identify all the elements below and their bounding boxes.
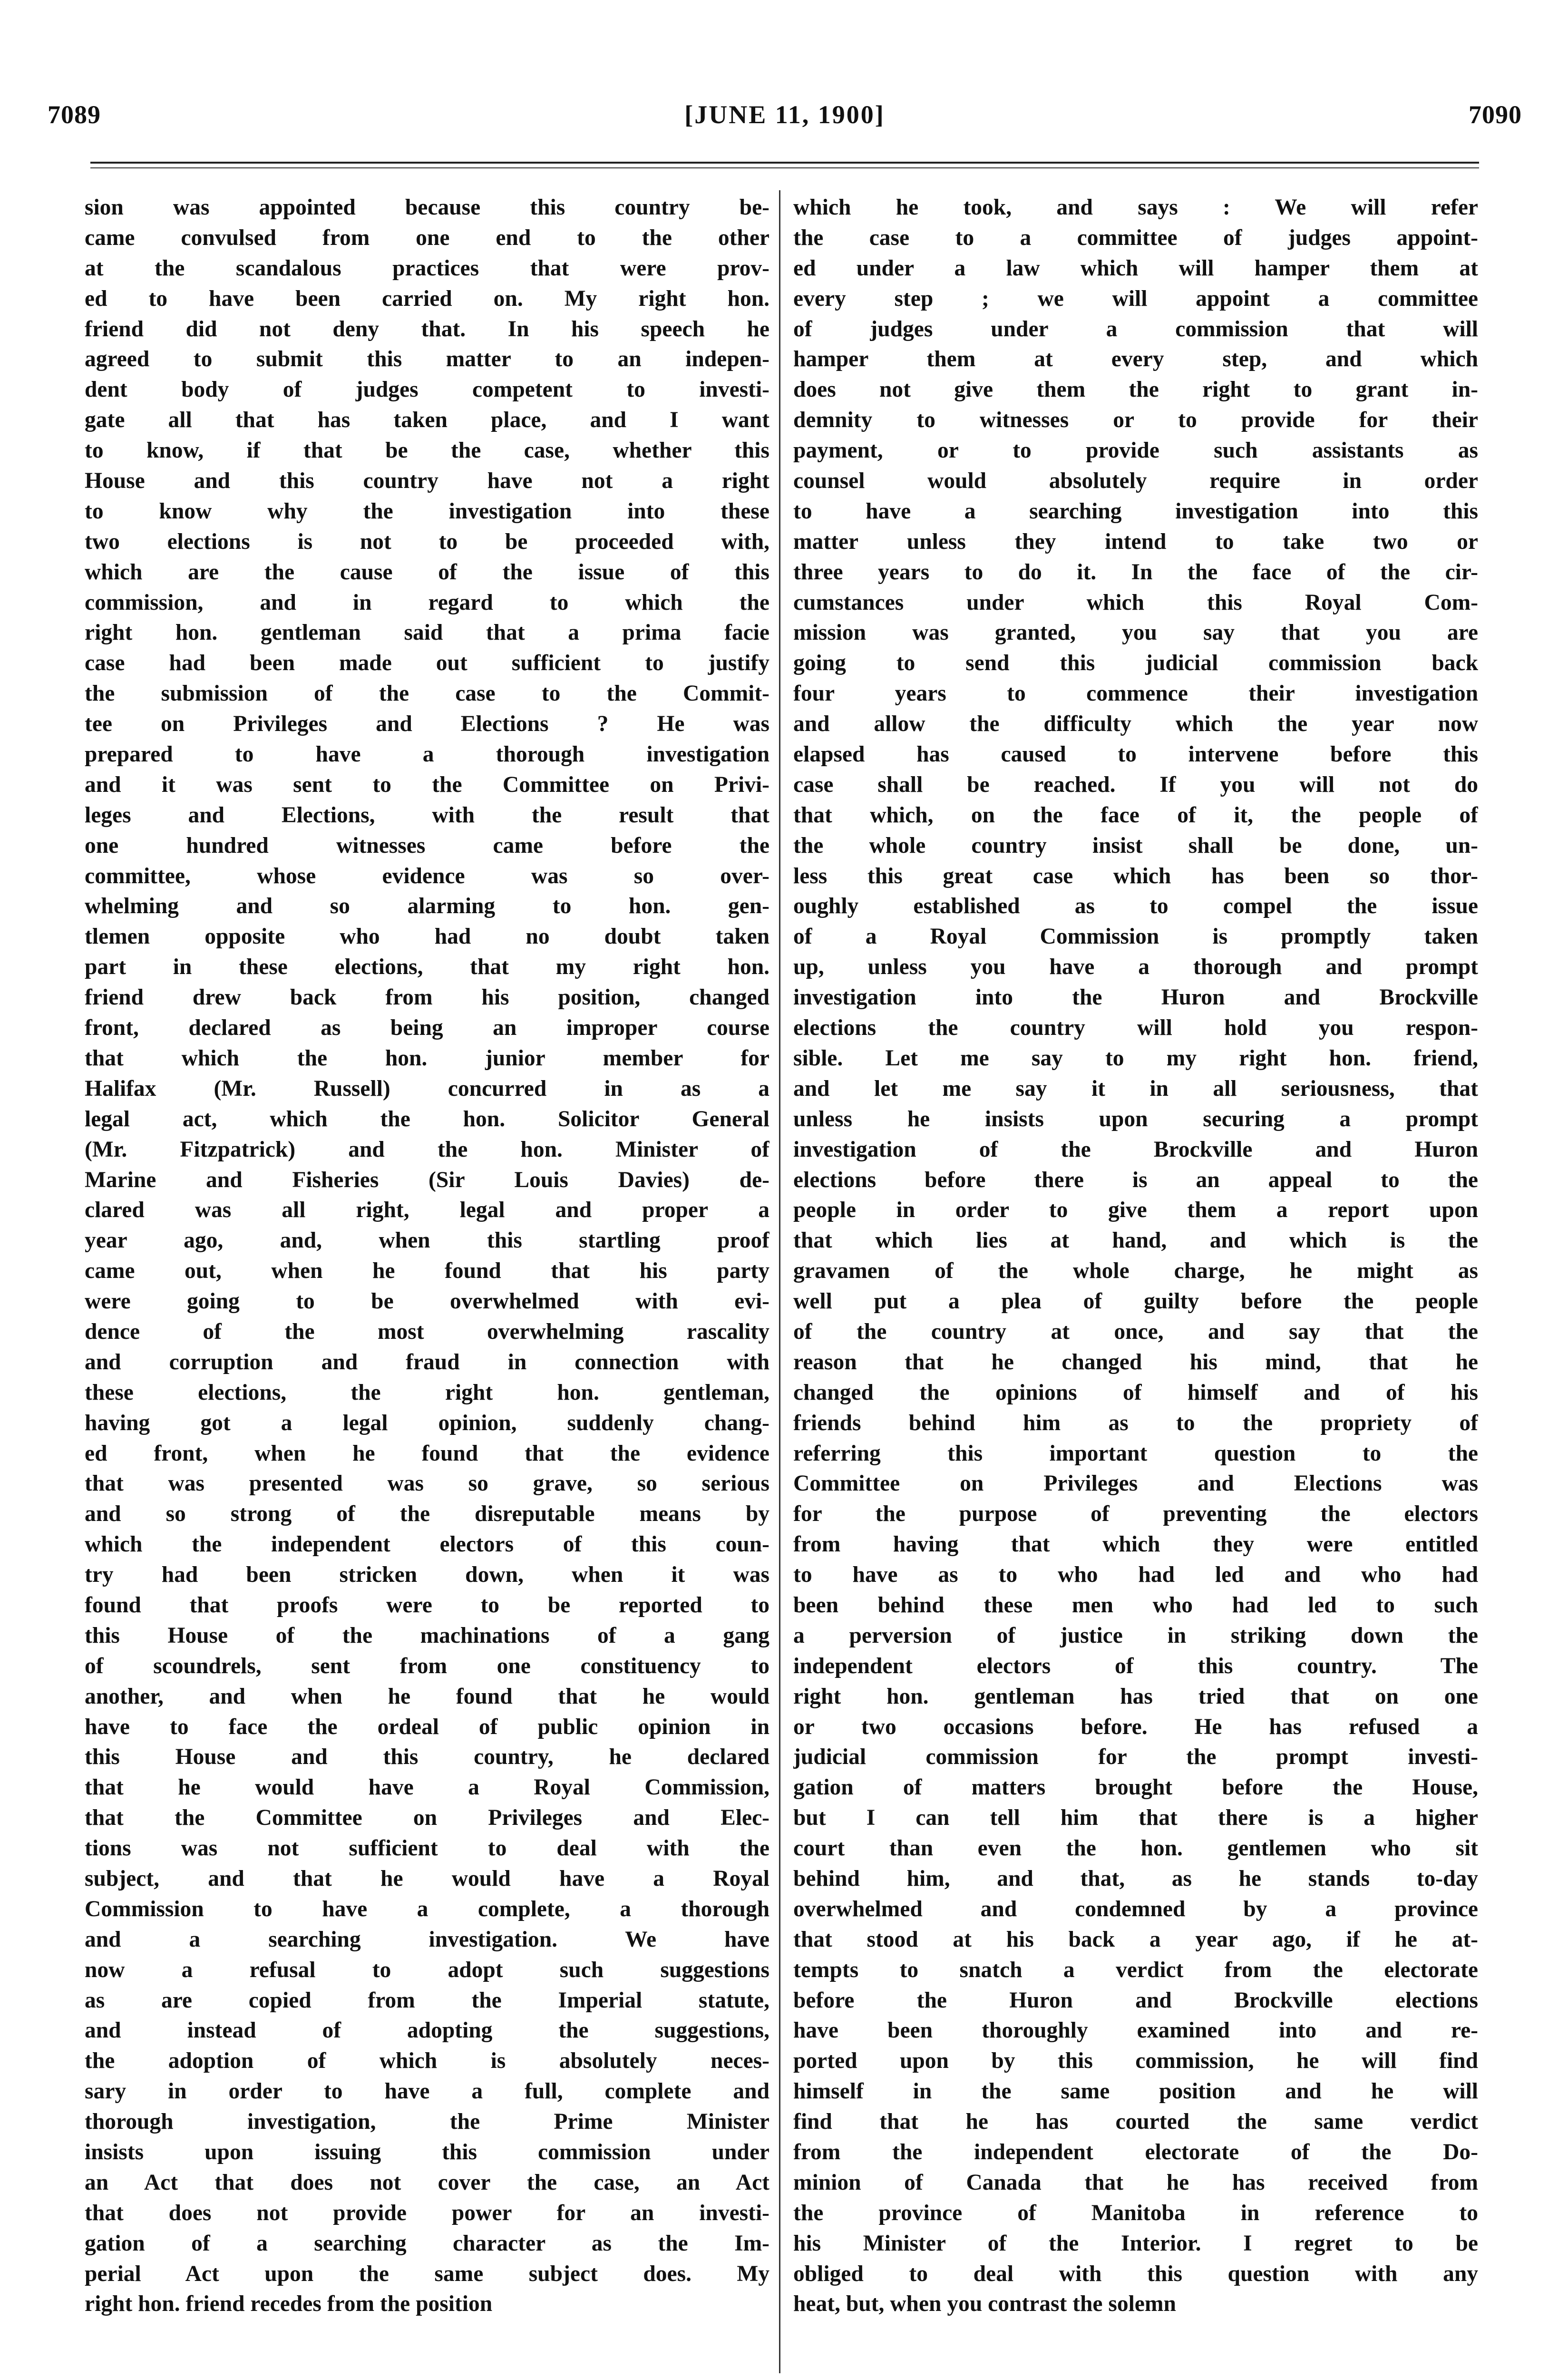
text-line: legal act, which the hon. Solicitor General	[85, 1106, 769, 1131]
text-line: that which, on the face of it, the people of	[793, 802, 1478, 828]
text-line: as are copied from the Imperial statute,	[85, 1988, 769, 2013]
text-line: Marine and Fisheries (Sir Louis Davies) de-	[85, 1167, 769, 1192]
text-line: up, unless you have a thorough and prompt	[793, 955, 1478, 980]
text-line: House and this country have not a right	[85, 468, 769, 494]
text-line: investigation into the Huron and Brockville	[793, 985, 1478, 1010]
text-line: clared was all right, legal and proper a	[85, 1198, 769, 1223]
text-line: three years to do it. In the face of the cir-	[793, 559, 1478, 585]
text-line: referring this important question to the	[793, 1441, 1478, 1466]
text-line: case shall be reached. If you will not do	[793, 772, 1478, 797]
text-line: this House and this country, he declared	[85, 1745, 769, 1770]
text-line: prepared to have a thorough investigation	[85, 742, 769, 767]
text-line: tee on Privileges and Elections ? He was	[85, 711, 769, 737]
text-line: dence of the most overwhelming rascality	[85, 1319, 769, 1344]
text-line: right hon. gentleman has tried that on one	[793, 1684, 1478, 1709]
text-line: the province of Manitoba in reference to	[793, 2200, 1478, 2225]
text-line: elapsed has caused to intervene before this	[793, 742, 1478, 767]
text-line: came out, when he found that his party	[85, 1258, 769, 1284]
text-line: oughly established as to compel the issue	[793, 894, 1478, 919]
column-divider	[779, 190, 780, 2373]
text-line: that he would have a Royal Commission,	[85, 1775, 769, 1800]
text-line: leges and Elections, with the result that	[85, 802, 769, 828]
text-line: less this great case which has been so thor-	[793, 863, 1478, 888]
text-line: find that he has courted the same verdict	[793, 2109, 1478, 2134]
text-line: (Mr. Fitzpatrick) and the hon. Minister of	[85, 1137, 769, 1162]
text-line: does not give them the right to grant in-	[793, 377, 1478, 402]
text-line: minion of Canada that he has received from	[793, 2170, 1478, 2195]
text-line: gation of a searching character as the Im-	[85, 2231, 769, 2256]
text-line: investigation of the Brockville and Huron	[793, 1137, 1478, 1162]
text-line: Commission to have a complete, a thorough	[85, 1896, 769, 1921]
text-line: thorough investigation, the Prime Minister	[85, 2109, 769, 2134]
text-line: people in order to give them a report upon	[793, 1198, 1478, 1223]
text-line: independent electors of this country. The	[793, 1653, 1478, 1678]
text-line: but I can tell him that there is a higher	[793, 1805, 1478, 1831]
text-line: friend drew back from his position, changed	[85, 985, 769, 1010]
text-line: commission, and in regard to which the	[85, 590, 769, 615]
text-line: that which the hon. junior member for	[85, 1045, 769, 1071]
text-line: another, and when he found that he would	[85, 1684, 769, 1709]
text-line: well put a plea of guilty before the people	[793, 1289, 1478, 1314]
text-line: two elections is not to be proceeded with,	[85, 529, 769, 554]
text-line: sary in order to have a full, complete and	[85, 2079, 769, 2104]
text-line: right hon. gentleman said that a prima facie	[85, 620, 769, 645]
text-line: elections the country will hold you respon-	[793, 1015, 1478, 1041]
page-header	[48, 100, 1522, 133]
text-line: of judges under a commission that will	[793, 316, 1478, 341]
text-line: tions was not sufficient to deal with the	[85, 1836, 769, 1861]
left-text-column	[85, 193, 769, 2320]
text-line: try had been stricken down, when it was	[85, 1562, 769, 1588]
text-line: tlemen opposite who had no doubt taken	[85, 924, 769, 949]
text-line: that stood at his back a year ago, if he at-	[793, 1927, 1478, 1952]
page-number-left: 7089	[48, 100, 101, 129]
text-line: were going to be overwhelmed with evi-	[85, 1289, 769, 1314]
text-line: himself in the same position and he will	[793, 2079, 1478, 2104]
text-line: came convulsed from one end to the other	[85, 225, 769, 250]
text-line: every step ; we will appoint a committee	[793, 286, 1478, 311]
text-line: elections before there is an appeal to the	[793, 1167, 1478, 1192]
text-line: the whole country insist shall be done, un-	[793, 833, 1478, 858]
text-line: Halifax (Mr. Russell) concurred in as a	[85, 1076, 769, 1101]
text-line: that was presented was so grave, so serious	[85, 1471, 769, 1496]
text-line: one hundred witnesses came before the	[85, 833, 769, 858]
text-line: and a searching investigation. We have	[85, 1927, 769, 1952]
text-line: sion was appointed because this country be-	[85, 195, 769, 220]
text-line: his Minister of the Interior. I regret to be	[793, 2231, 1478, 2256]
text-line: to have as to who had led and who had	[793, 1562, 1478, 1588]
text-line: reason that he changed his mind, that he	[793, 1349, 1478, 1374]
text-line: Committee on Privileges and Elections was	[793, 1471, 1478, 1496]
text-line: the case to a committee of judges appoint-	[793, 225, 1478, 250]
text-line: which he took, and says : We will refer	[793, 195, 1478, 220]
text-line: dent body of judges competent to investi-	[85, 377, 769, 402]
header-rule-thin	[90, 167, 1479, 168]
text-line: ed front, when he found that the evidence	[85, 1441, 769, 1466]
page-date: [JUNE 11, 1900]	[684, 100, 885, 129]
text-line: whelming and so alarming to hon. gen-	[85, 894, 769, 919]
text-line: year ago, and, when this startling proof	[85, 1228, 769, 1253]
text-line: case had been made out sufficient to justify	[85, 651, 769, 676]
right-text-column	[793, 193, 1478, 2320]
text-line: this House of the machinations of a gang	[85, 1623, 769, 1648]
text-line: court than even the hon. gentlemen who sit	[793, 1836, 1478, 1861]
text-line: at the scandalous practices that were prov-	[85, 255, 769, 281]
text-line: heat, but, when you contrast the solemn	[793, 2291, 1176, 2317]
text-line: friends behind him as to the propriety of	[793, 1410, 1478, 1435]
text-line: subject, and that he would have a Royal	[85, 1866, 769, 1891]
text-line: have to face the ordeal of public opinion in	[85, 1714, 769, 1739]
text-line: demnity to witnesses or to provide for their	[793, 408, 1478, 433]
text-line: that the Committee on Privileges and Elec-	[85, 1805, 769, 1831]
text-line: to know why the investigation into these	[85, 498, 769, 524]
text-line: for the purpose of preventing the electors	[793, 1501, 1478, 1527]
text-line: the submission of the case to the Commit-	[85, 681, 769, 706]
text-line: the adoption of which is absolutely neces-	[85, 2048, 769, 2074]
text-line: found that proofs were to be reported to	[85, 1592, 769, 1618]
text-line: and allow the difficulty which the year now	[793, 711, 1478, 737]
text-line: matter unless they intend to take two or	[793, 529, 1478, 554]
text-line: to have a searching investigation into this	[793, 498, 1478, 524]
text-line: of a Royal Commission is promptly taken	[793, 924, 1478, 949]
text-line: friend did not deny that. In his speech he	[85, 316, 769, 341]
text-line: to know, if that be the case, whether this	[85, 438, 769, 463]
header-rule-thick	[90, 162, 1479, 164]
text-line: cumstances under which this Royal Com-	[793, 590, 1478, 615]
text-line: ed to have been carried on. My right hon.	[85, 286, 769, 311]
text-line: been behind these men who had led to such	[793, 1592, 1478, 1618]
text-line: gate all that has taken place, and I want	[85, 408, 769, 433]
text-line: and instead of adopting the suggestions,	[85, 2018, 769, 2043]
text-line: overwhelmed and condemned by a province	[793, 1896, 1478, 1921]
text-line: before the Huron and Brockville elections	[793, 1988, 1478, 2013]
text-line: insists upon issuing this commission under	[85, 2140, 769, 2164]
text-line: sible. Let me say to my right hon. friend,	[793, 1045, 1478, 1071]
text-line: from having that which they were entitled	[793, 1532, 1478, 1557]
text-line: committee, whose evidence was so over-	[85, 863, 769, 888]
text-line: and it was sent to the Committee on Privi-	[85, 772, 769, 797]
text-line: that does not provide power for an investi-	[85, 2200, 769, 2225]
text-line: four years to commence their investigation	[793, 681, 1478, 706]
text-line: and so strong of the disreputable means by	[85, 1501, 769, 1527]
text-line: part in these elections, that my right hon.	[85, 955, 769, 980]
text-line: payment, or to provide such assistants as	[793, 438, 1478, 463]
text-line: right hon. friend recedes from the position	[85, 2291, 493, 2317]
text-line: of the country at once, and say that the	[793, 1319, 1478, 1344]
text-line: unless he insists upon securing a prompt	[793, 1106, 1478, 1131]
text-line: going to send this judicial commission back	[793, 651, 1478, 676]
text-line: hamper them at every step, and which	[793, 347, 1478, 372]
text-line: gravamen of the whole charge, he might as	[793, 1258, 1478, 1284]
text-line: a perversion of justice in striking down the	[793, 1623, 1478, 1648]
text-line: front, declared as being an improper course	[85, 1015, 769, 1041]
text-line: mission was granted, you say that you are	[793, 620, 1478, 645]
text-line: of scoundrels, sent from one constituency to	[85, 1653, 769, 1678]
text-line: ed under a law which will hamper them at	[793, 255, 1478, 281]
text-line: which are the cause of the issue of this	[85, 559, 769, 585]
text-line: perial Act upon the same subject does. My	[85, 2261, 769, 2286]
text-line: an Act that does not cover the case, an Act	[85, 2170, 769, 2195]
text-line: which the independent electors of this coun-	[85, 1532, 769, 1557]
text-line: tempts to snatch a verdict from the electorate	[793, 1957, 1478, 1982]
text-line: agreed to submit this matter to an indepen-	[85, 347, 769, 372]
text-line: these elections, the right hon. gentleman,	[85, 1380, 769, 1405]
text-line: having got a legal opinion, suddenly chang-	[85, 1410, 769, 1435]
text-line: changed the opinions of himself and of his	[793, 1380, 1478, 1405]
text-line: ported upon by this commission, he will find	[793, 2048, 1478, 2074]
text-line: now a refusal to adopt such suggestions	[85, 1957, 769, 1982]
text-line: obliged to deal with this question with any	[793, 2261, 1478, 2286]
text-line: or two occasions before. He has refused a	[793, 1714, 1478, 1739]
page-number-right: 7090	[1469, 100, 1522, 129]
text-line: and corruption and fraud in connection with	[85, 1349, 769, 1374]
text-line: judicial commission for the prompt investi-	[793, 1745, 1478, 1770]
text-line: have been thoroughly examined into and re-	[793, 2018, 1478, 2043]
text-line: and let me say it in all seriousness, that	[793, 1076, 1478, 1101]
text-line: gation of matters brought before the House,	[793, 1775, 1478, 1800]
text-line: from the independent electorate of the Do-	[793, 2140, 1478, 2164]
text-line: counsel would absolutely require in order	[793, 468, 1478, 494]
text-line: behind him, and that, as he stands to-day	[793, 1866, 1478, 1891]
text-line: that which lies at hand, and which is the	[793, 1228, 1478, 1253]
